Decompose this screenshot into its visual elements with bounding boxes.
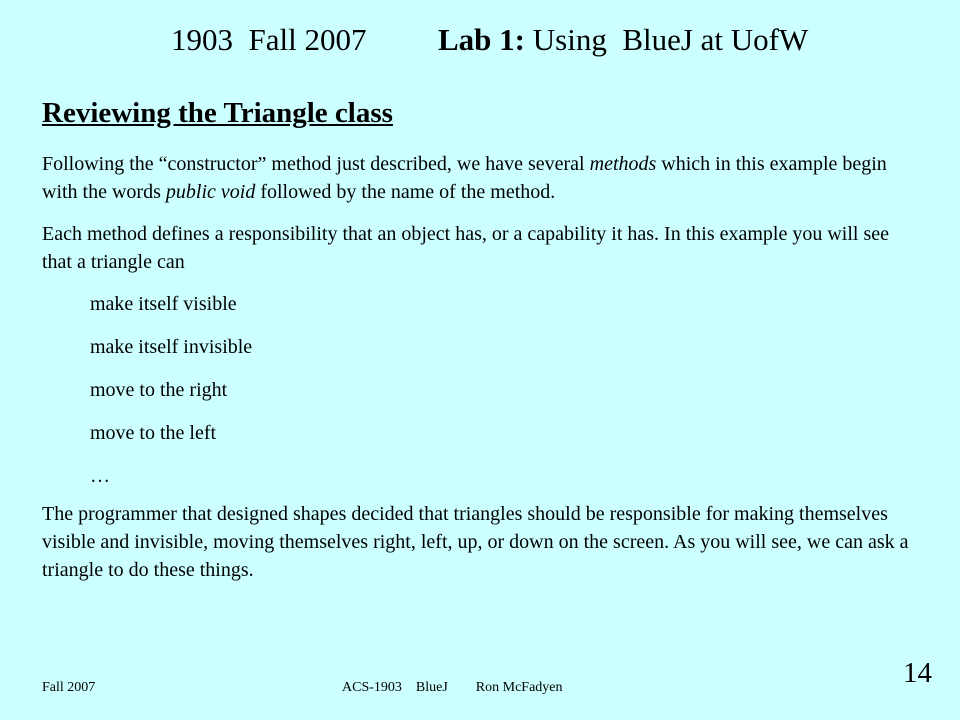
header-course: 1903 Fall 2007: [171, 22, 367, 57]
header-lab-title: Using BlueJ at UofW: [525, 22, 809, 57]
list-item: make itself visible: [90, 293, 237, 315]
slide-title: Reviewing the Triangle class: [42, 97, 393, 129]
emphasis-methods: methods: [589, 153, 657, 175]
list-item: make itself invisible: [90, 336, 253, 358]
header-lab: [438, 22, 808, 58]
list-item: move to the right: [90, 379, 228, 401]
paragraph-text: followed by the name of the method.: [255, 181, 556, 203]
emphasis-public-void: public void: [165, 181, 256, 203]
header-lab-prefix: Lab 1:: [438, 22, 525, 57]
paragraph-responsibility: Each method defines a responsibility that an object has, or a capability it has. In this example you will see that a triangle can: [42, 223, 889, 273]
list-item-ellipsis: …: [90, 465, 110, 487]
list-item: move to the left: [90, 422, 217, 444]
slide-body: [42, 150, 922, 584]
footer-course: ACS-1903: [342, 680, 402, 695]
paragraph-text: Following the “constructor” method just described, we have several: [42, 153, 590, 175]
page-number: 14: [903, 657, 932, 689]
paragraph-programmer: The programmer that designed shapes decided that triangles should be responsible for making themselves visible and invisible, moving themselves right, left, up, or down on the screen. As you will see, we can ask a triangle to do these things.: [42, 503, 909, 581]
paragraph-constructor: [42, 150, 922, 206]
footer-topic: BlueJ: [415, 680, 448, 695]
footer-date: Fall 2007: [42, 680, 96, 695]
paragraph-text: which in this example begin with the words: [42, 153, 887, 203]
footer-info: [342, 680, 577, 696]
footer-author: Ron McFadyen: [475, 680, 563, 695]
